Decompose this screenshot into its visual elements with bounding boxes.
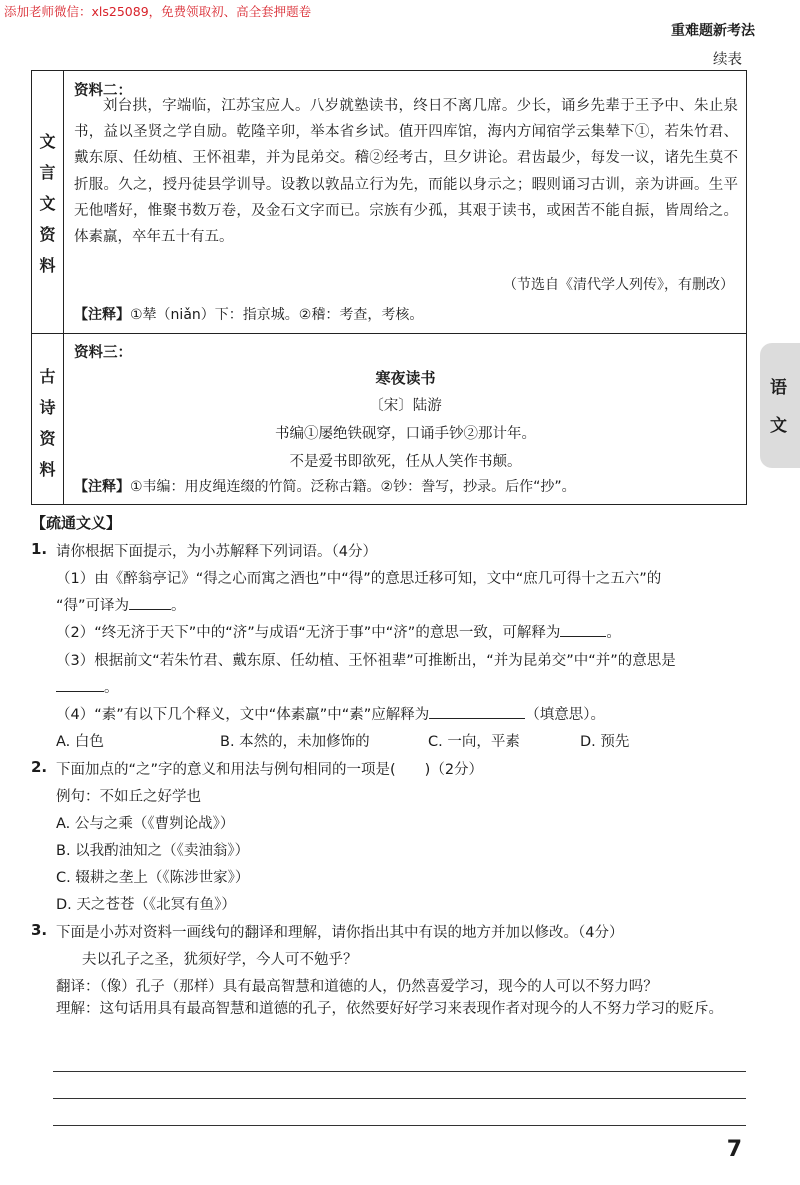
answer-line[interactable] (53, 1071, 746, 1072)
q1-part-4: （4）“素”有以下几个释义，文中“体素羸”中“素”应解释为 （填意思）。 (56, 703, 605, 724)
poem-line-1: 书编①屡绝铁砚穿，口诵手钞②那计年。 (275, 426, 536, 442)
answer-blank[interactable] (56, 677, 104, 692)
q3-understanding: 理解：这句话用具有最高智慧和道德的孔子，依然要好好学习来表现作者对现今的人不努力学习的贬斥。 (56, 1001, 723, 1017)
watermark-text: 添加老师微信：xls25089，免费领取初、高全套押题卷 (4, 4, 312, 19)
poem-title: 寒夜读书 (375, 369, 436, 387)
table-row-divider (32, 333, 746, 334)
material-two-heading: 资料二： (74, 82, 132, 99)
q3-translation: 翻译：（像）孔子（那样）具有最高智慧和道德的人，仍然喜爱学习，现今的人可以不努力吗？ (56, 979, 658, 995)
q1-option-d[interactable]: D. 预先 (580, 734, 630, 750)
q1-part-3: （3）根据前文“若朱竹君、戴东原、任幼植、王怀祖辈”可推断出，“并为昆弟交”中“并”的意思是 (56, 653, 676, 669)
section-title: 【疏通文义】 (31, 514, 122, 532)
header-series-title: 重难题新考法 (671, 23, 755, 39)
answer-blank[interactable] (129, 595, 171, 610)
q2-option-a[interactable]: A. 公与之乘（《曹刿论战》） (56, 816, 235, 832)
answer-blank[interactable] (429, 704, 525, 719)
question-1-number: 1. (31, 540, 48, 558)
material-three-note: 【注释】①韦编：用皮绳连缀的竹简。泛称古籍。②钞：誊写，抄录。后作“抄”。 (74, 479, 576, 495)
q1-part-1-line-a: （1）由《醉翁亭记》“得之心而寓之酒也”中“得”的意思迁移可知，文中“庶几可得十之五六”的 (56, 571, 662, 587)
row-label-ancient-poem: 古 诗 资 料 (39, 367, 56, 479)
q1-option-c[interactable]: C. 一向，平素 (428, 734, 520, 750)
materials-table (31, 70, 747, 505)
q1-part-3-blank: 。 (56, 676, 119, 697)
side-tab-char-1: 语 (770, 378, 787, 398)
q1-part-1-line-b: “得”可译为 。 (56, 594, 186, 615)
answer-line[interactable] (53, 1125, 746, 1126)
q2-example: 例句：不如丘之好学也 (56, 789, 201, 805)
material-two-text: 刘台拱，字端临，江苏宝应人。八岁就塾读书，终日不离几席。少长，诵乡先辈于王予中、朱止泉书，益以圣贤之学自励。乾隆辛卯，举本省乡试。值开四库馆，海内方闻宿学云集辇下①，若朱竹君、戴东原、任幼植、王怀祖辈，并为昆弟交。稽②经考古，旦夕讲论。君齿最少，每发一议，诸先生莫不折服。久之，授丹徒县学训导。设教以敦品立行为先，而能以身示之；暇则诵习古训，亲为讲画。生平无他嗜好，惟聚书数万卷，及金石文字而已。宗族有少孤，其艰于读书，或困苦不能自振，皆周给之。体素羸，卒年五十有五。 (74, 98, 738, 246)
poem-line-2: 不是爱书即欲死，任从人笑作书颠。 (289, 454, 522, 470)
question-1-stem: 请你根据下面提示，为小苏解释下列词语。（4分） (56, 544, 377, 560)
answer-line[interactable] (53, 1098, 746, 1099)
q3-quoted-sentence: 夫以孔子之圣，犹须好学，今人可不勉乎？ (82, 952, 358, 968)
answer-blank[interactable] (560, 622, 606, 637)
q2-option-d[interactable]: D. 天之苍苍（《北冥有鱼》） (56, 897, 236, 913)
material-three-heading: 资料三： (74, 344, 132, 361)
page-number: 7 (726, 1137, 742, 1162)
table-continued-label: 续表 (713, 52, 742, 68)
question-2-stem: 下面加点的“之”字的意义和用法与例句相同的一项是( )（2分） (56, 762, 484, 778)
material-two-note: 【注释】①辇（niǎn）下：指京城。②稽：考查，考核。 (74, 307, 424, 323)
material-two-source: （节选自《清代学人列传》，有删改） (503, 277, 734, 293)
q1-option-b[interactable]: B. 本然的，未加修饰的 (220, 734, 370, 750)
q1-part-2: （2）“终无济于天下”中的“济”与成语“无济于事”中“济”的意思一致，可解释为 。 (56, 621, 621, 642)
question-3-number: 3. (31, 921, 48, 939)
q2-option-c[interactable]: C. 辍耕之垄上（《陈涉世家》） (56, 870, 250, 886)
side-tab-char-2: 文 (770, 416, 787, 436)
question-3-stem: 下面是小苏对资料一画线句的翻译和理解，请你指出其中有误的地方并加以修改。（4分） (56, 925, 624, 941)
subject-side-tab (760, 343, 800, 468)
poem-author: 〔宋〕陆游 (369, 398, 442, 414)
q2-option-b[interactable]: B. 以我酌油知之（《卖油翁》） (56, 843, 250, 859)
question-2-number: 2. (31, 758, 48, 776)
q1-option-a[interactable]: A. 白色 (56, 734, 104, 750)
row-label-classical-chinese: 文 言 文 资 料 (39, 132, 56, 275)
